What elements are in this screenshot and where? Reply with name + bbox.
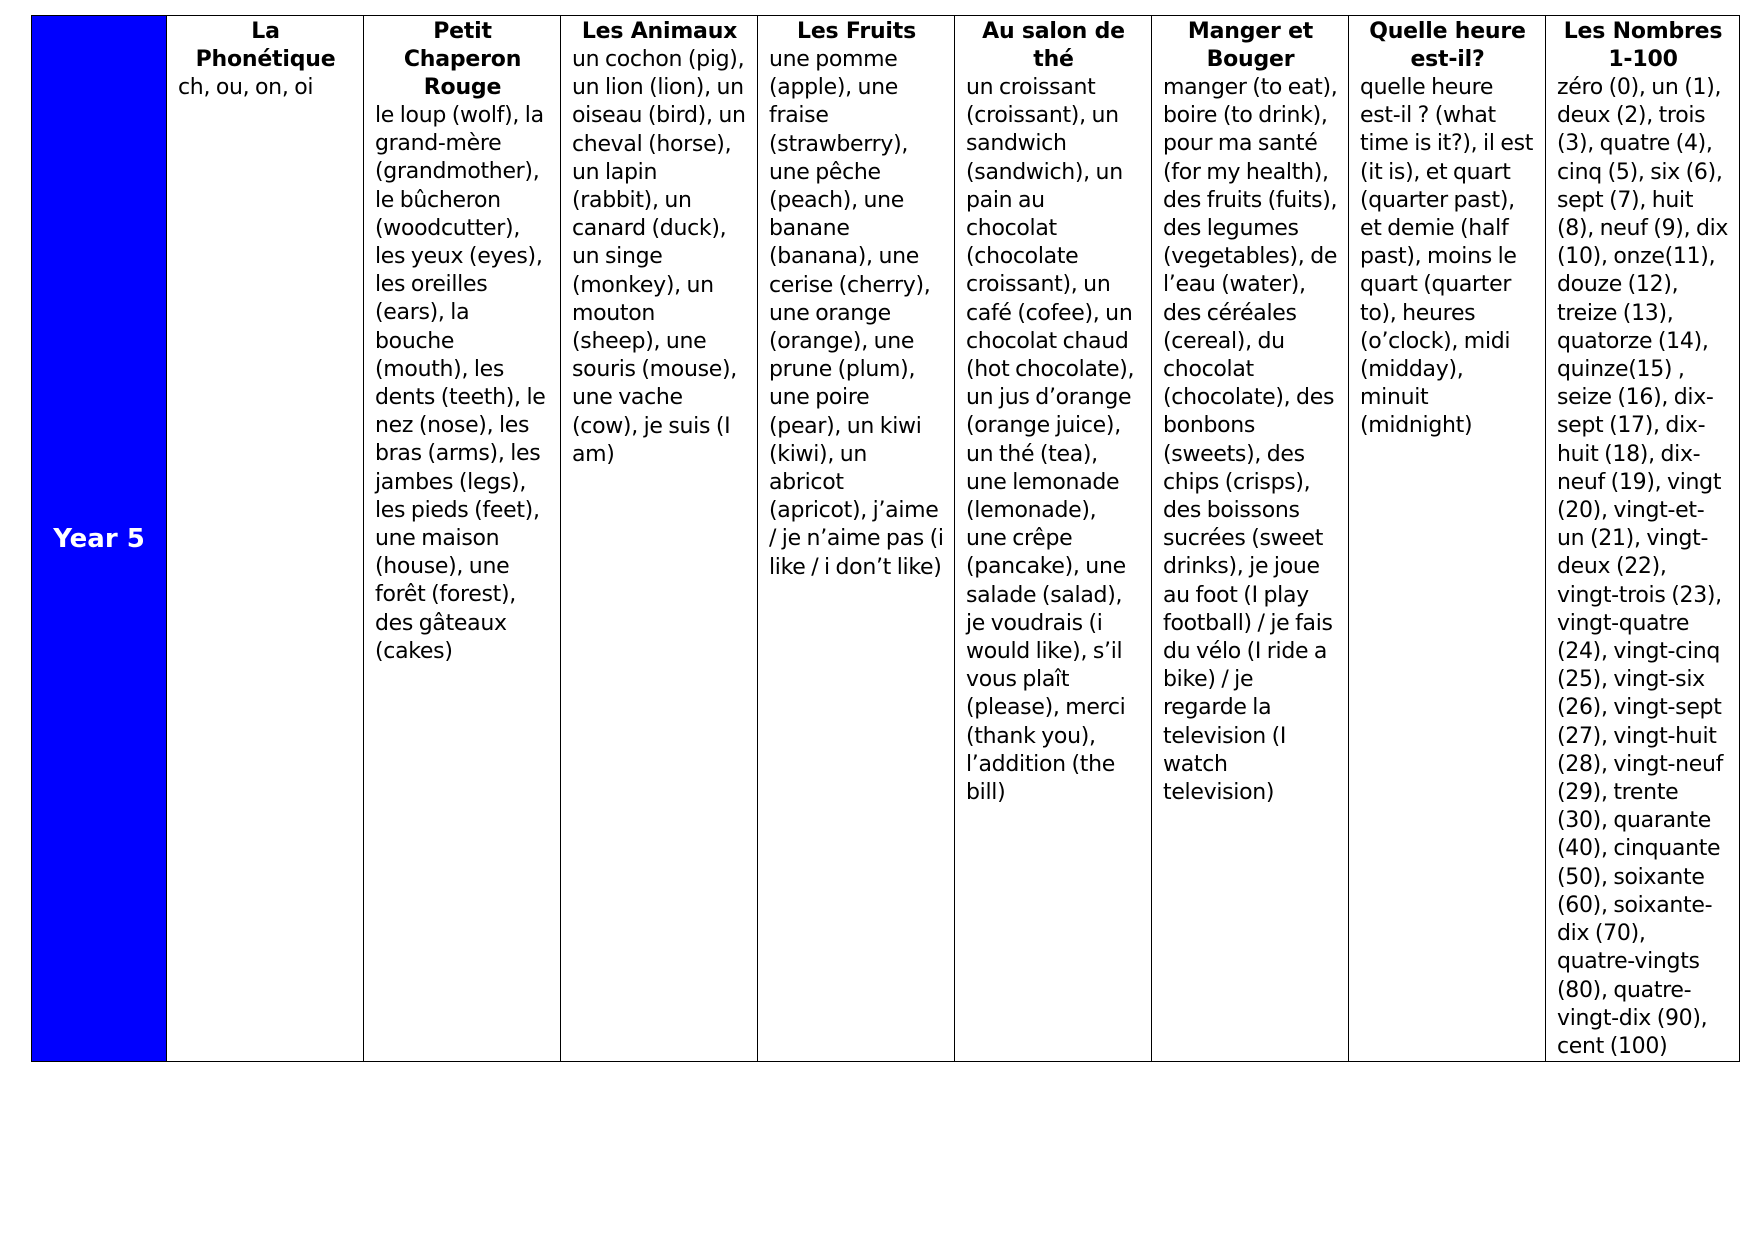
year-label-cell [32, 16, 167, 1062]
topic-vocab: manger (to eat), boire (to drink), pour ma santé (for my health), des fruits (fuits), des legumes (vegetables), de l’eau (water), des céréales (cereal), du chocolat (chocolate), des bonbons (sweets), des chips (crisps), des boissons sucrées (sweet drinks), je joue au foot (I play football) / je fais du vélo (I ride a bike) / je regarde la television (I watch television) [1163, 75, 1338, 806]
topic-cell-salon-de-the [955, 16, 1152, 1062]
topic-title: La Phonétique [195, 19, 336, 72]
topic-cell-les-fruits [758, 16, 955, 1062]
topic-vocab: une pomme (apple), une fraise (strawberry), une pêche (peach), une banane (banana), une cerise (cherry), une orange (orange), une prune (plum), une poire (pear), un kiwi (kiwi), un abricot (apricot), j’aime / je n’aime pas (i like / i don’t like) [769, 47, 944, 580]
topic-title: Manger et Bouger [1187, 19, 1314, 72]
topic-vocab: zéro (0), un (1), deux (2), trois (3), quatre (4), cinq (5), six (6), sept (7), huit (8), neuf (9), dix (10), onze(11), douze (12), treize (13), quatorze (14), quinze(15) , seize (16), dix-sept (17), dix-huit (18), dix-neuf (19), vingt (20), vingt-et-un (21), vingt-deux (22), vingt-trois (23), vingt-quatre (24), vingt-cinq (25), vingt-six (26), vingt-sept (27), vingt-huit (28), vingt-neuf (29), trente (30), quarante (40), cinquante (50), soixante (60), soixante-dix (70), quatre-vingts (80), quatre-vingt-dix (90), cent (100) [1557, 75, 1729, 1059]
curriculum-table [31, 15, 1740, 1062]
topic-cell-manger-et-bouger [1152, 16, 1349, 1062]
topic-title: Au salon de thé [982, 19, 1125, 72]
year-label: Year 5 [53, 523, 145, 554]
topic-cell-les-nombres [1546, 16, 1740, 1062]
topic-vocab: un cochon (pig), un lion (lion), un oiseau (bird), un cheval (horse), un lapin (rabbit), un canard (duck), un singe (monkey), un mouton (sheep), une souris (mouse), une vache (cow), je suis (I am) [572, 47, 746, 467]
topic-vocab: le loup (wolf), la grand-mère (grandmother), le bûcheron (woodcutter), les yeux (eyes), les oreilles (ears), la bouche (mouth), les dents (teeth), le nez (nose), les bras (arms), les jambes (legs), les pieds (feet), une maison (house), une forêt (forest), des gâteaux (cakes) [375, 103, 546, 664]
year-row [32, 16, 1740, 1062]
topic-vocab: un croissant (croissant), un sandwich (sandwich), un pain au chocolat (chocolate croissant), un café (cofee), un chocolat chaud (hot chocolate), un jus d’orange (orange juice), un thé (tea), une lemonade (lemonade), une crêpe (pancake), une salade (salad), je voudrais (i would like), s’il vous plaît (please), merci (thank you), l’addition (the bill) [966, 75, 1135, 806]
topic-title: Petit Chaperon Rouge [403, 19, 522, 100]
topic-title: Quelle heure est-il? [1369, 19, 1526, 72]
topic-cell-phonetique [167, 16, 364, 1062]
topic-vocab: quelle heure est-il ? (what time is it?), il est (it is), et quart (quarter past), et demie (half past), moins le quart (quarter to), heures (o’clock), midi (midday), minuit (midnight) [1360, 75, 1534, 439]
topic-cell-les-animaux [561, 16, 758, 1062]
topic-title: Les Animaux [581, 19, 738, 44]
topic-cell-quelle-heure [1349, 16, 1546, 1062]
topic-title: Les Fruits [797, 19, 916, 44]
topic-vocab: ch, ou, on, oi [178, 75, 314, 100]
topic-cell-petit-chaperon-rouge [364, 16, 561, 1062]
topic-title: Les Nombres 1-100 [1563, 19, 1723, 72]
